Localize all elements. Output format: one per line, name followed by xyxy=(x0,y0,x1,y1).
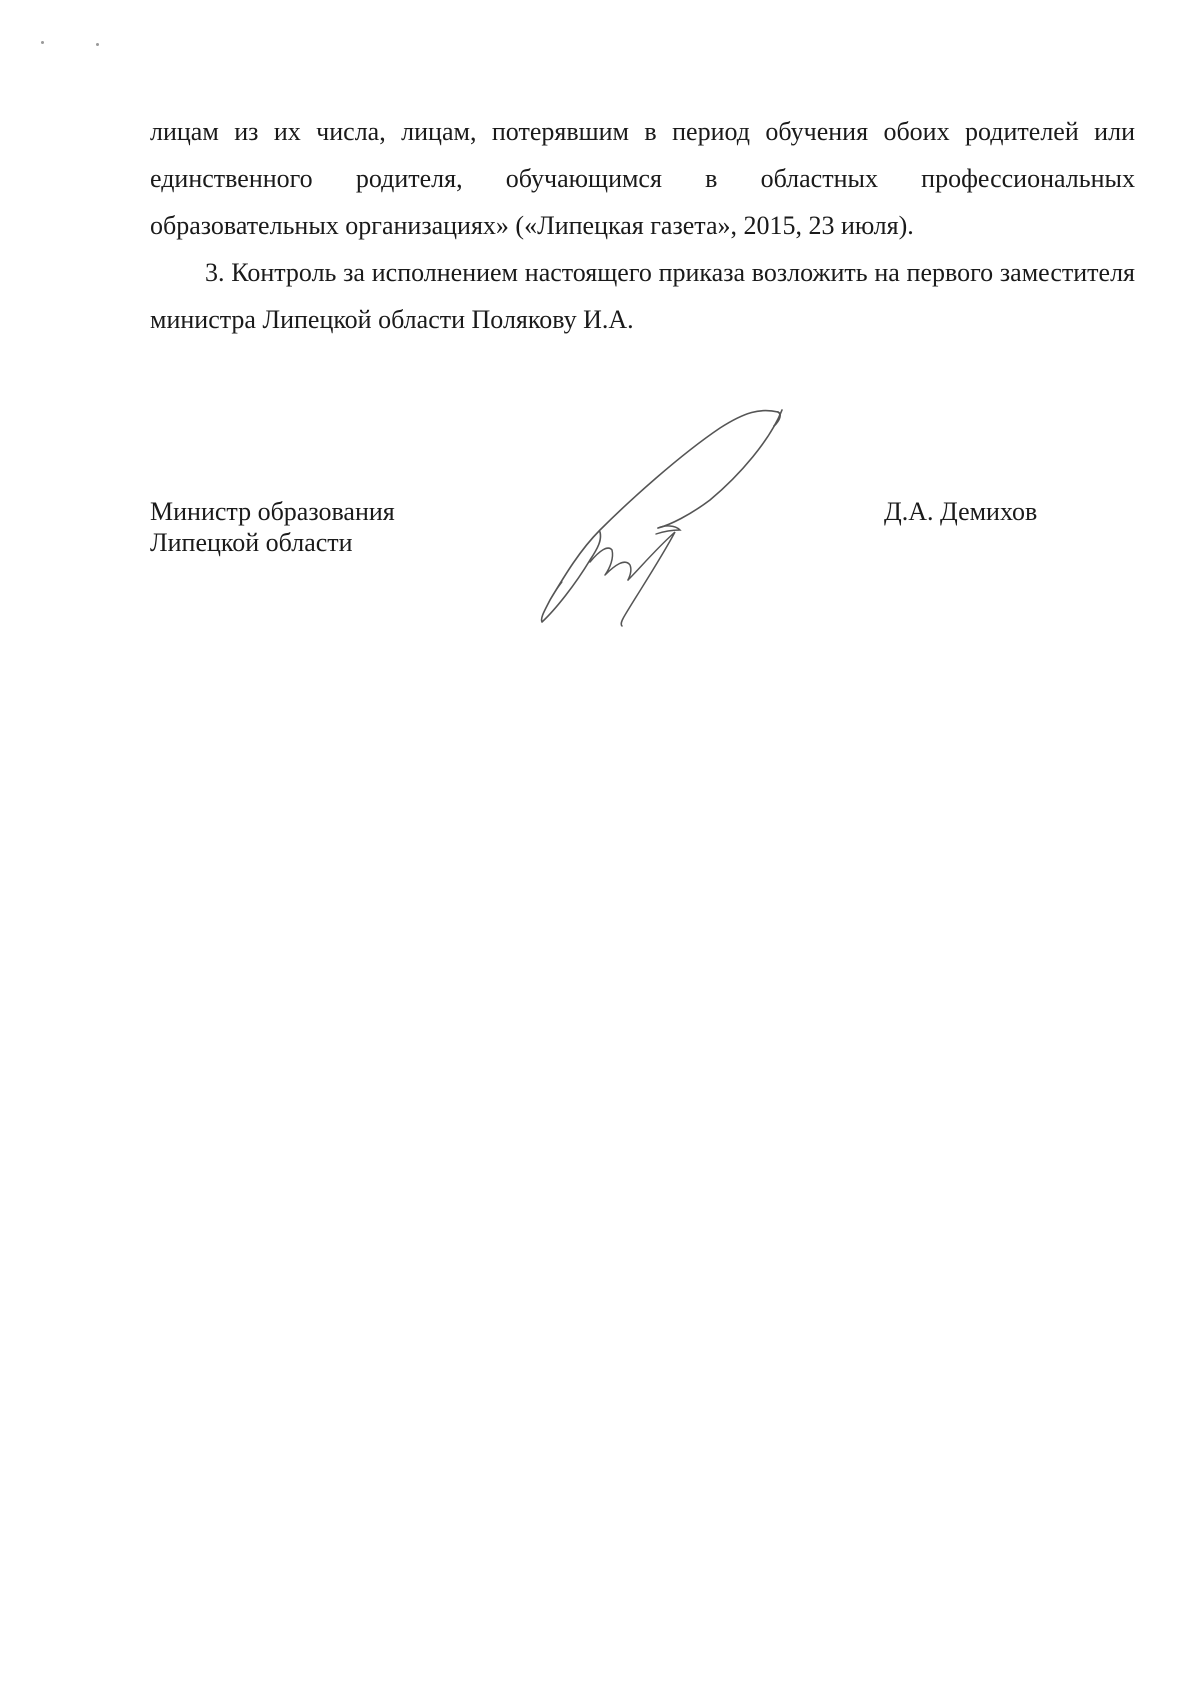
signature-stroke xyxy=(774,412,780,426)
scan-artifact-dot xyxy=(41,41,44,44)
signature-stroke xyxy=(621,532,675,626)
signature-stroke xyxy=(590,548,631,580)
scan-artifact-dot xyxy=(96,43,99,46)
signer-title xyxy=(150,496,395,558)
document-body xyxy=(150,108,1135,343)
signature-stroke xyxy=(656,526,680,534)
signer-title-line: Липецкой области xyxy=(150,528,353,557)
body-paragraph: лицам из их числа, лицам, потерявшим в период обучения обоих родителей или единственного родителя, обучающимся в областных профессиональных образовательных организациях» («Липецкая газета», 2015, 23 июля). xyxy=(150,117,1135,240)
body-paragraph: 3. Контроль за исполнением настоящего приказа возложить на первого заместителя министра Липецкой области Полякову И.А. xyxy=(150,258,1135,334)
signer-name: Д.А. Демихов xyxy=(884,497,1038,526)
signer-title-line: Министр образования xyxy=(150,497,395,526)
signature-stroke xyxy=(542,411,778,622)
signature-stroke xyxy=(550,582,562,600)
handwritten-signature xyxy=(530,400,800,630)
